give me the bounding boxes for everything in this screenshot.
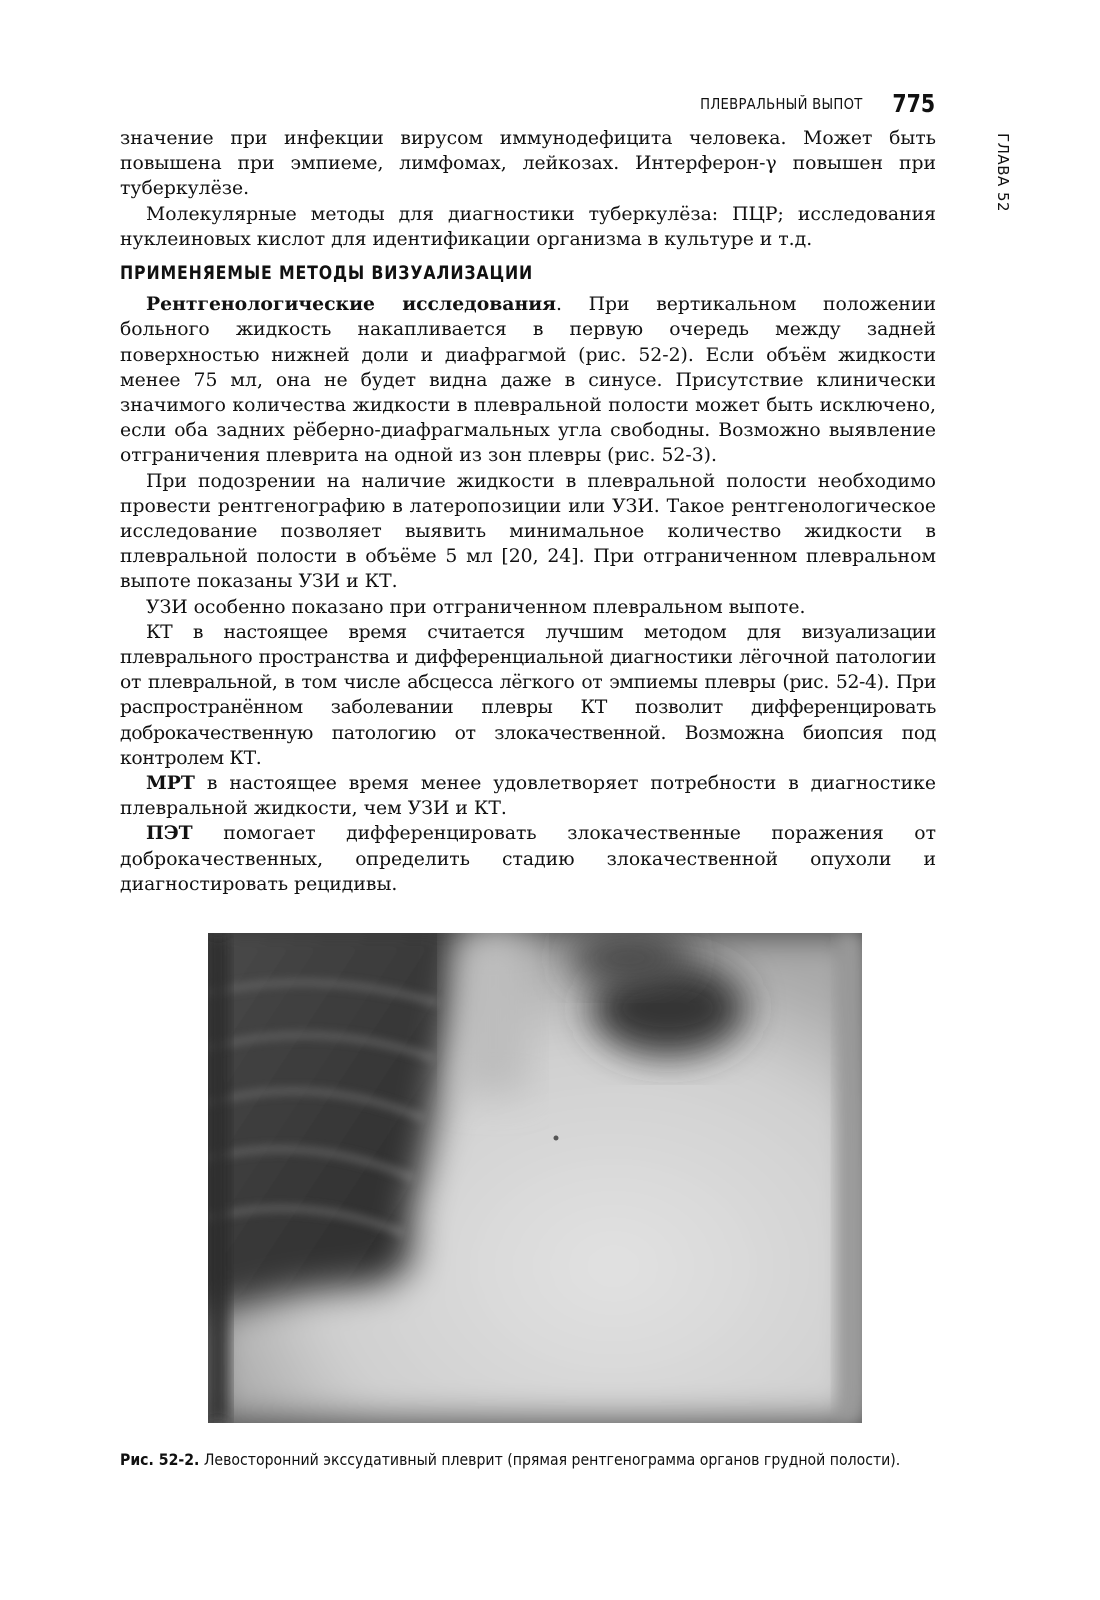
paragraph: При подозрении на наличие жидкости в плевральной полости необходимо провести рентгенографию в латеропозиции или УЗИ. Такое рентгенологическое исследование позволяет выявить минимальное количество жидкости в плевральной полости в объёме 5 мл [20, 24]. При отграниченном плевральном выпоте показаны УЗИ и КТ. — [120, 470, 936, 593]
paragraph-lead: ПЭТ — [146, 822, 193, 845]
body-text — [120, 126, 936, 897]
paragraph: УЗИ особенно показано при отграниченном плевральном выпоте. — [146, 596, 806, 618]
paragraph-lead: Рентгенологические исследования — [146, 293, 556, 316]
paragraph — [120, 821, 936, 897]
paragraph: значение при инфекции вирусом иммунодефицита человека. Может быть повышена при эмпиеме, лимфомах, лейкозах. Интерферон-γ повышен при туберкулёзе. — [120, 128, 936, 200]
page-number: 775 — [892, 89, 935, 118]
paragraph-text: . При вертикальном положении больного жидкость накапливается в первую очередь между задней поверхностью нижней доли и диафрагмой (рис. 52-2). Если объём жидкости менее 75 мл, она не будет видна даже в синусе. Присутствие клинически значимого количества жидкости в плевральной полости может быть исключено, если оба задних рёберно-диафрагмальных угла свободны. Возможно выявление отграничения плеврита на одной из зон плевры (рис. 52-3). — [120, 294, 936, 467]
paragraph: Молекулярные методы для диагностики туберкулёза: ПЦР; исследования нуклеиновых кислот для идентификации организма в культуре и т.д. — [120, 203, 936, 250]
figure-label: Рис. 52-2. — [120, 1450, 200, 1469]
paragraph: КТ в настоящее время считается лучшим методом для визуализации плеврального пространства и дифференциальной диагностики лёгочной патологии от плевральной, в том числе абсцесса лёгкого от эмпиемы плевры (рис. 52-4). При распространённом заболевании плевры КТ позволит дифференцировать доброкачественную патологию от злокачественной. Возможна биопсия под контролем КТ. — [120, 621, 936, 769]
paragraph-text: в настоящее время менее удовлетворяет потребности в диагностике плевральной жидкости, чем УЗИ и КТ. — [120, 773, 936, 820]
running-title: ПЛЕВРАЛЬНЫЙ ВЫПОТ — [700, 94, 863, 113]
chapter-side-tab: ГЛАВА 52 — [994, 133, 1012, 213]
section-heading: ПРИМЕНЯЕМЫЕ МЕТОДЫ ВИЗУАЛИЗАЦИИ — [120, 263, 534, 285]
figure-caption-text: Левосторонний экссудативный плеврит (прямая рентгенограмма органов грудной полости). — [203, 1450, 901, 1469]
paragraph — [120, 292, 936, 468]
running-head — [120, 89, 935, 118]
paragraph-lead: МРТ — [146, 772, 195, 795]
figure-caption — [120, 1450, 912, 1469]
paragraph-text: помогает дифференцировать злокачественные поражения от доброкачественных, определить стадию злокачественной опухоли и диагностировать рецидивы. — [120, 823, 936, 895]
paragraph — [120, 771, 936, 821]
chest-xray-image — [208, 933, 862, 1423]
chest-xray-figure — [208, 933, 862, 1423]
